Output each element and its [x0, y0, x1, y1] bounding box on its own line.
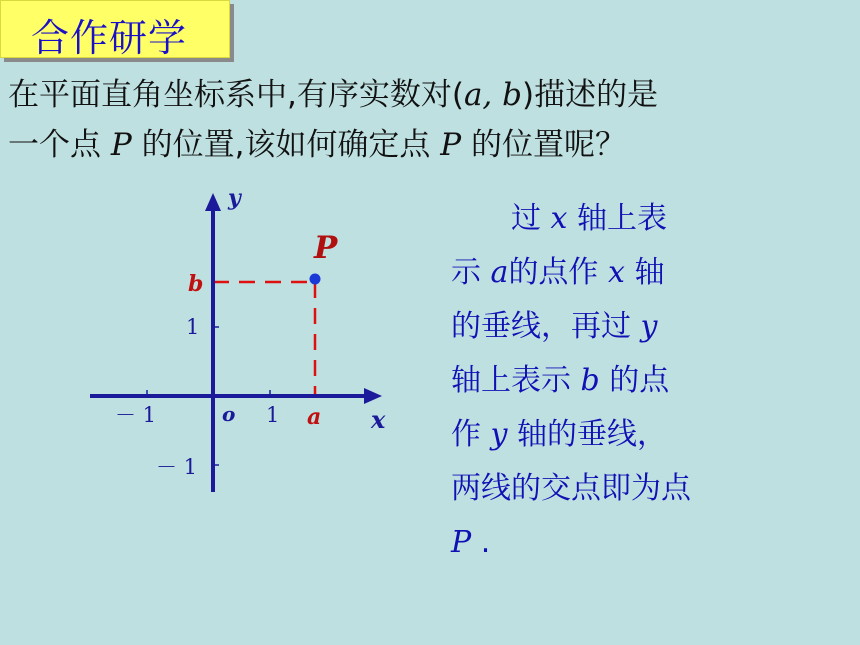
explanation-line-1: [451, 192, 771, 246]
point-p-math: P: [110, 127, 132, 163]
x-tick-label-neg1: － 1: [115, 403, 157, 427]
x-var: x: [607, 255, 625, 290]
explanation-line-4: [451, 354, 771, 408]
y-axis-label: y: [228, 185, 241, 211]
explanation-line-7: [451, 516, 771, 570]
y-var: y: [490, 417, 508, 452]
origin-label: o: [222, 402, 236, 426]
explain-fragment: 轴的垂线，: [507, 417, 668, 452]
point-p-label: P: [314, 230, 338, 266]
point-p-dot: [310, 274, 321, 285]
explain-fragment: 的点作: [508, 255, 608, 290]
point-p-math: P: [440, 127, 462, 163]
question-fragment: 的位置呢？: [461, 127, 626, 163]
x-axis-label: x: [371, 405, 386, 434]
question-fragment: 在平面直角坐标系中,有序实数对(: [8, 77, 464, 113]
explain-fragment: 轴: [624, 255, 665, 290]
question-fragment: )描述的是: [522, 77, 659, 113]
explain-fragment: .: [471, 525, 491, 560]
p-var: P: [451, 525, 472, 560]
explain-fragment: 的垂线，再过: [451, 309, 641, 344]
ordered-pair-math: a, b: [463, 77, 522, 113]
y-tick-label-1: 1: [186, 315, 200, 339]
explain-fragment: 示: [451, 255, 491, 290]
y-tick-label-neg1: － 1: [156, 455, 198, 479]
y-axis-arrow: [205, 193, 221, 211]
x-tick-label-1: 1: [266, 403, 280, 427]
coord-a-label: a: [307, 404, 322, 430]
explanation-text: [451, 192, 771, 570]
explain-fragment: 作: [451, 417, 491, 452]
explain-fragment: 轴上表示: [451, 363, 581, 398]
coord-b-label: b: [188, 271, 204, 297]
a-var: a: [490, 255, 509, 290]
title-text: 合作研学: [31, 16, 188, 60]
x-var: x: [550, 201, 568, 236]
question-fragment: 一个点: [8, 127, 111, 163]
question-fragment: 的位置,该如何确定点: [131, 127, 441, 163]
y-var: y: [640, 309, 658, 344]
b-var: b: [580, 363, 600, 398]
explanation-line-6: 两线的交点即为点: [451, 471, 691, 506]
explanation-line-5: [451, 408, 771, 462]
explanation-line-3: [451, 300, 771, 354]
explain-fragment: 轴上表: [567, 201, 668, 236]
explanation-line-2: [451, 246, 771, 300]
explain-fragment: 的点: [599, 363, 670, 398]
x-axis-arrow: [364, 388, 382, 404]
explain-fragment: 过: [511, 201, 551, 236]
